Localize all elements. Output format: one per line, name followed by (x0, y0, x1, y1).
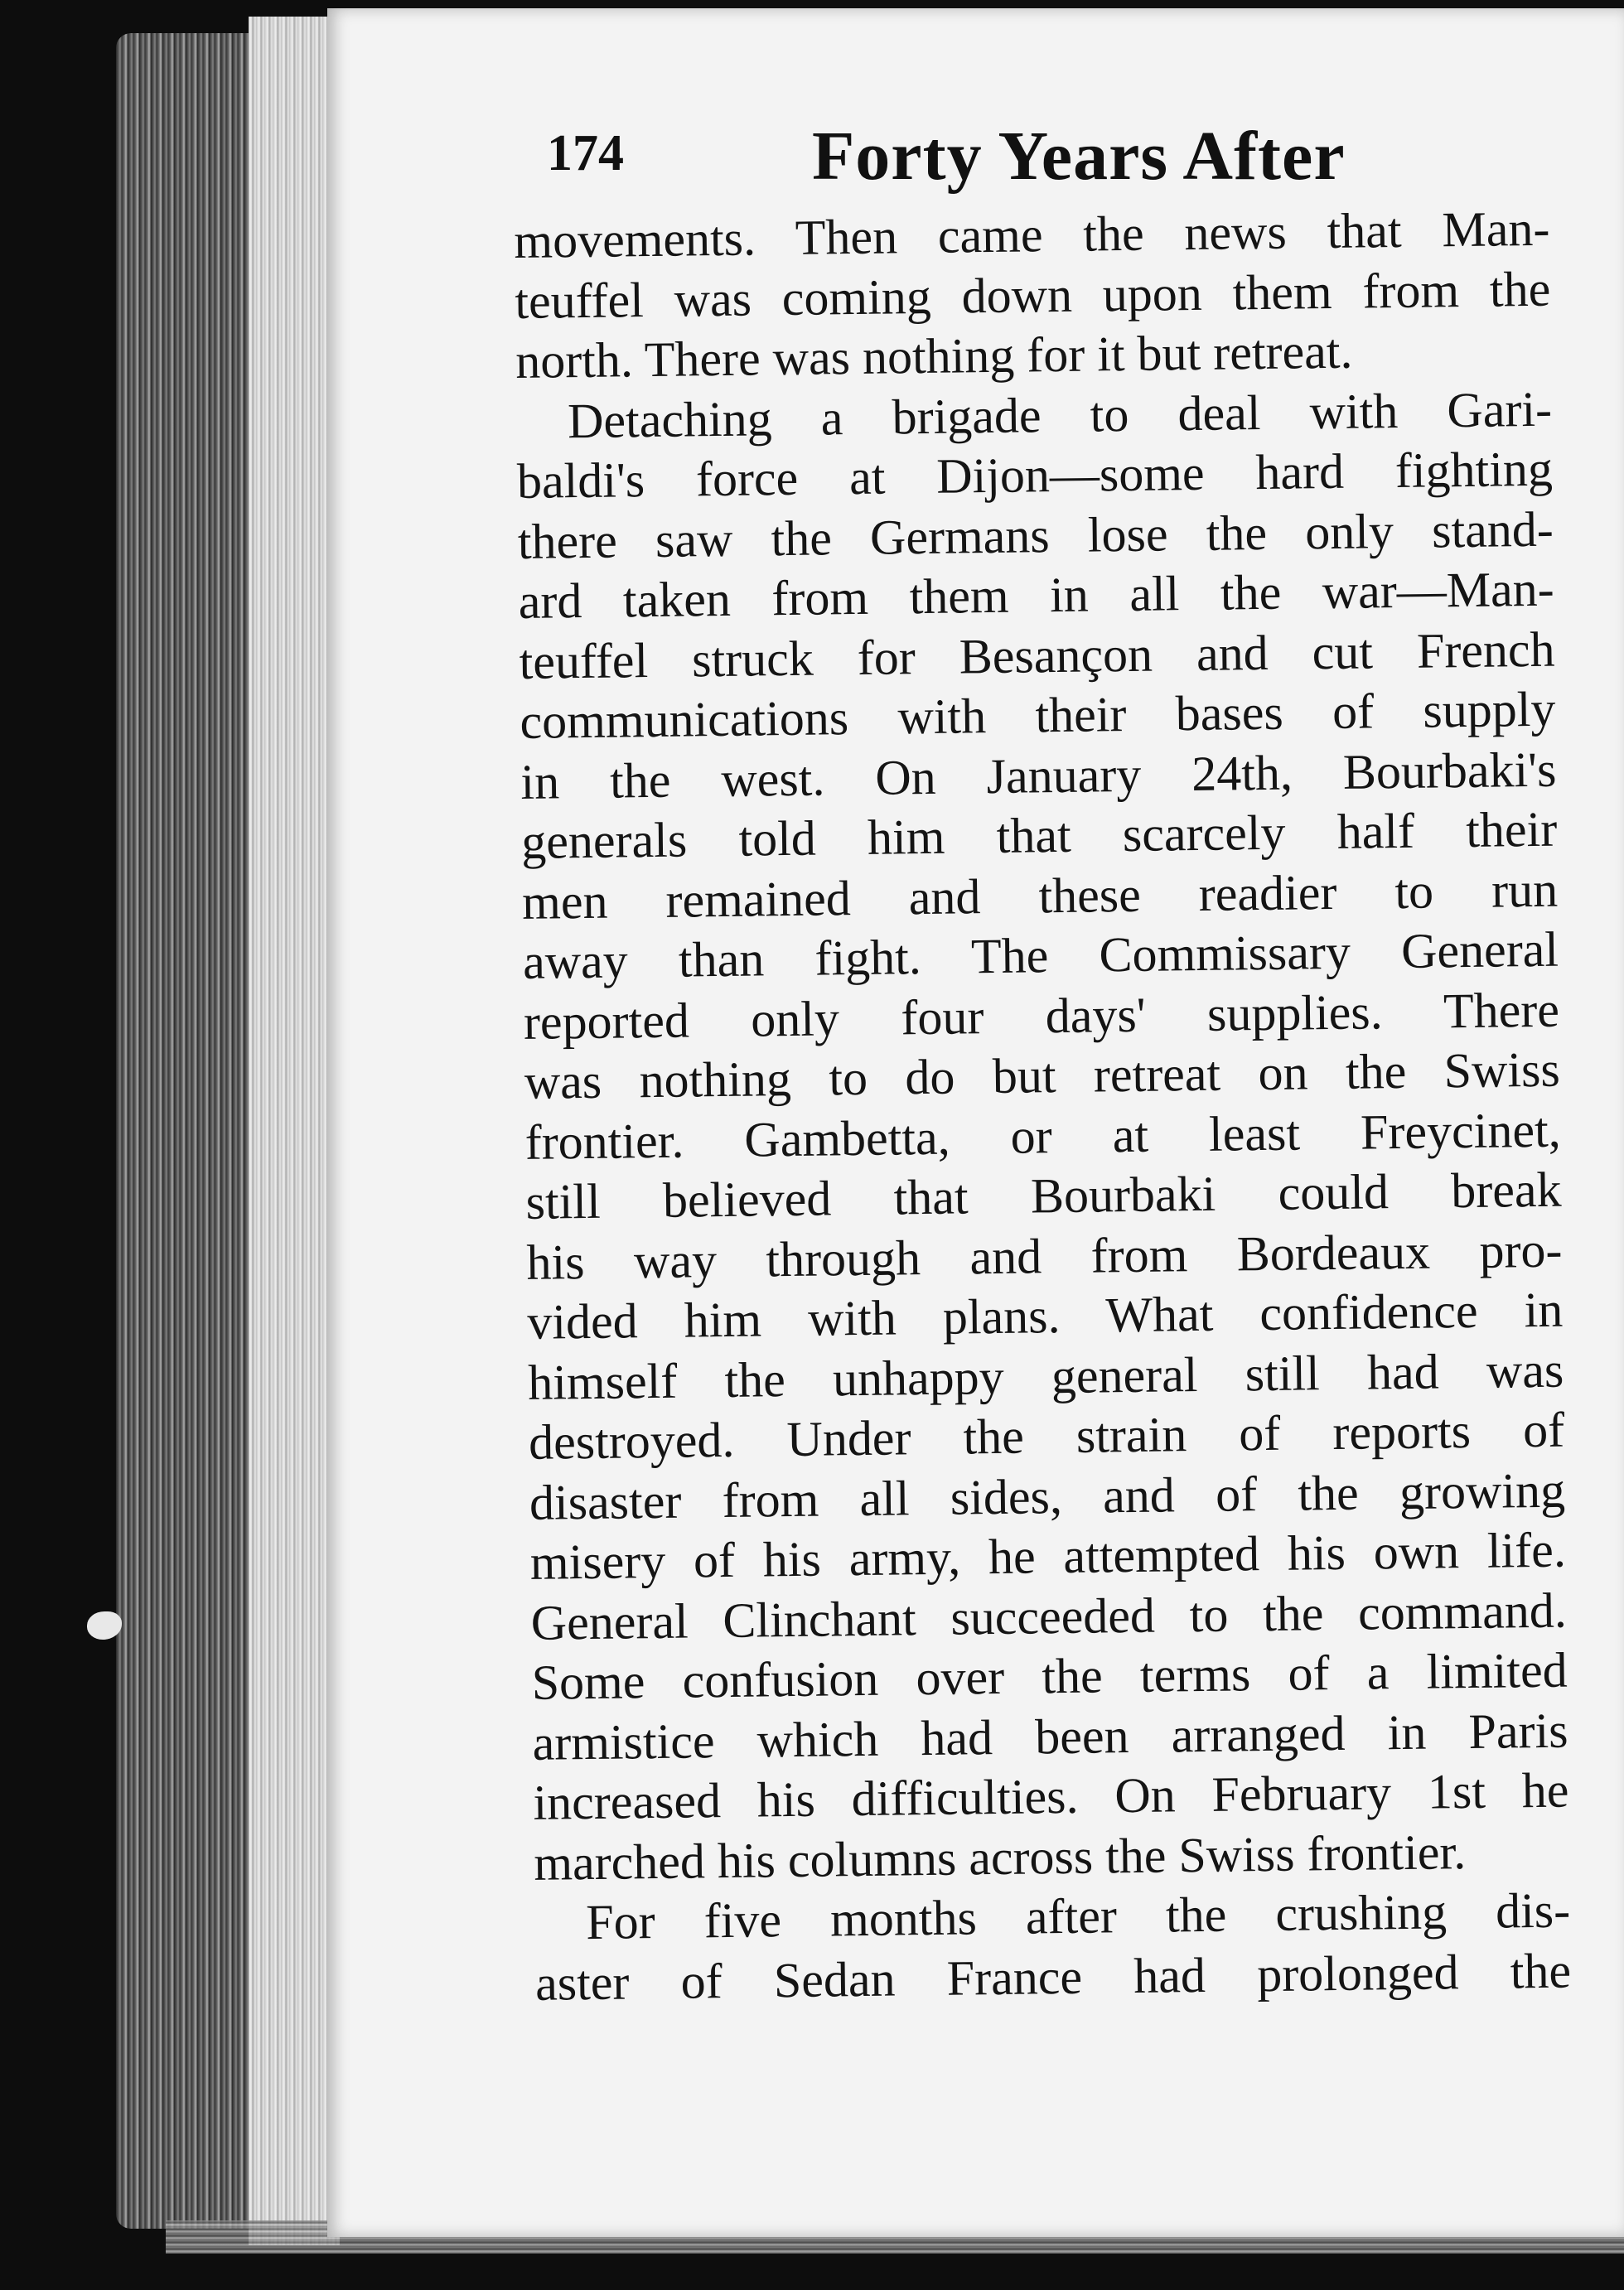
text-line: there saw the Germans lose the only stand- (517, 501, 1554, 569)
text-line: movements. Then came the news that Man- (514, 200, 1550, 268)
text-line: destroyed. Under the strain of reports of (528, 1402, 1565, 1470)
text-line: Some confusion over the terms of a limited (531, 1642, 1568, 1710)
text-line: marched his columns across the Swiss frontier. (533, 1824, 1467, 1891)
text-line: in the west. On January 24th, Bourbaki's (520, 742, 1557, 809)
text-line: ard taken from them in all the war—Man- (518, 561, 1555, 629)
text-line: disaster from all sides, and of the growing (529, 1462, 1566, 1530)
body-text (514, 198, 1596, 2012)
text-line: his way through and from Bordeaux pro- (526, 1222, 1563, 1290)
text-line: vided him with plans. What confidence in (526, 1282, 1564, 1350)
page-number: 174 (547, 125, 624, 181)
text-line: teuffel struck for Besançon and cut French (519, 621, 1555, 689)
text-line: General Clinchant succeeded to the command. (530, 1582, 1568, 1650)
text-line: generals told him that scarcely half their (520, 801, 1558, 869)
running-title: Forty Years After (812, 118, 1346, 195)
text-line: frontier. Gambetta, or at least Freycinet, (524, 1102, 1562, 1170)
text-line: reported only four days' supplies. There (523, 982, 1560, 1050)
text-line: himself the unhappy general still had was (527, 1342, 1564, 1410)
text-line: teuffel was coming down upon them from the (514, 261, 1551, 329)
text-line: north. There was nothing for it but retreat. (515, 323, 1353, 389)
text-line: baldi's force at Dijon—some hard fighting (516, 441, 1554, 509)
text-line: armistice which had been arranged in Paris (532, 1703, 1568, 1771)
text-line: communications with their bases of supply (520, 681, 1556, 749)
text-line: misery of his army, he attempted his own life. (529, 1522, 1567, 1590)
text-line: was nothing to do but retreat on the Swiss (524, 1041, 1561, 1109)
text-line: increased his difficulties. On February 1st he (533, 1762, 1569, 1830)
text-line: Detaching a brigade to deal with Gari- (567, 381, 1553, 448)
text-line: men remained and these readier to run (521, 862, 1559, 930)
text-line: For five months after the crushing dis- (585, 1882, 1571, 1950)
running-header (547, 116, 1375, 207)
text-line: away than fight. The Commissary General (522, 921, 1559, 989)
book-page-edges-inner (249, 17, 340, 2245)
text-line: still believed that Bourbaki could break (525, 1162, 1562, 1230)
text-line: aster of Sedan France had prolonged the (534, 1943, 1572, 2011)
